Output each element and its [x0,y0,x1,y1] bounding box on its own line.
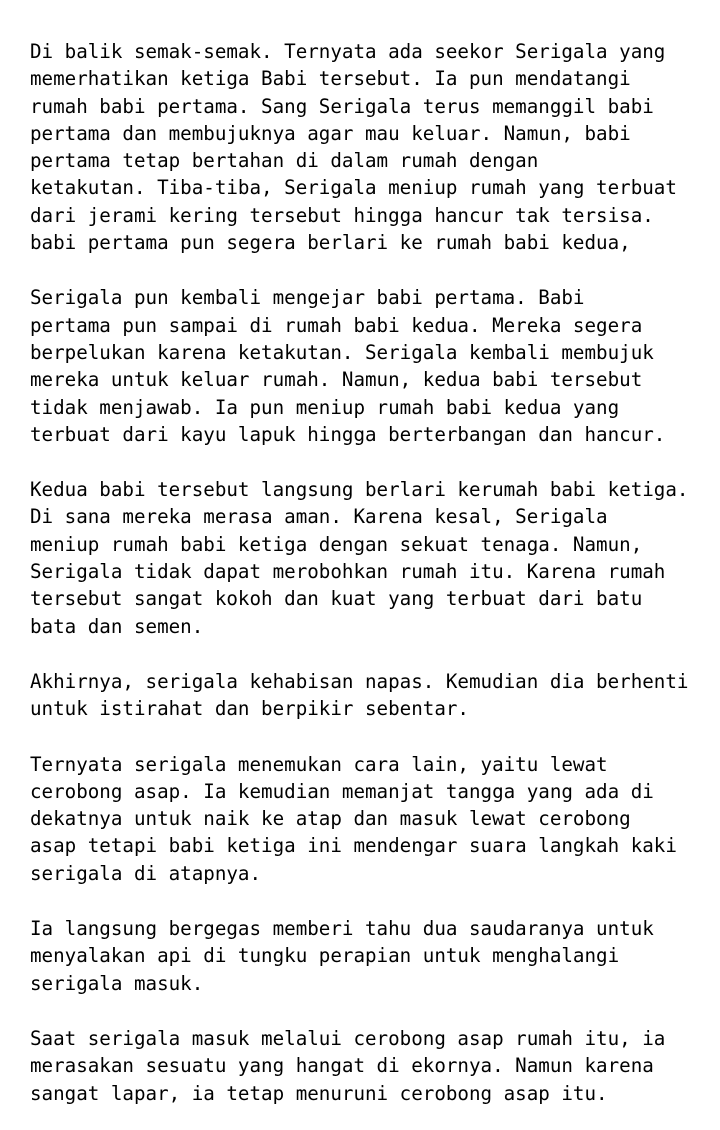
paragraph-5 [30,751,700,887]
text-line: merasakan sesuatu yang hangat di ekornya. Namun karena [30,1054,654,1078]
text-line: memerhatikan ketiga Babi tersebut. Ia pun mendatangi [30,67,631,91]
paragraph-2 [30,284,700,448]
text-line: berpelukan karena ketakutan. Serigala kembali membujuk [30,340,654,364]
text-line: dari jerami kering tersebut hingga hancur tak tersisa. [30,203,654,227]
text-line: Ia langsung bergegas memberi tahu dua saudaranya untuk [30,917,654,941]
text-line: tidak menjawab. Ia pun meniup rumah babi kedua yang [30,395,620,419]
paragraph-3 [30,476,700,640]
text-line: menyalakan api di tungku perapian untuk menghalangi [30,944,620,968]
text-line: Kedua babi tersebut langsung berlari kerumah babi ketiga. [30,478,689,502]
text-line: sangat lapar, ia tetap menuruni cerobong asap itu. [30,1081,608,1105]
paragraph-6 [30,915,700,997]
text-line: tersebut sangat kokoh dan kuat yang terbuat dari batu [30,587,643,611]
text-line: ketakutan. Tiba-tiba, Serigala meniup rumah yang terbuat [30,176,677,200]
paragraph-4 [30,668,700,723]
text-line: Serigala pun kembali mengejar babi pertama. Babi [30,286,585,310]
text-line: asap tetapi babi ketiga ini mendengar suara langkah kaki [30,834,677,858]
text-line: Ternyata serigala menemukan cara lain, yaitu lewat [30,752,608,776]
text-line: cerobong asap. Ia kemudian memanjat tangga yang ada di [30,779,654,803]
text-line: Saat serigala masuk melalui cerobong asap rumah itu, ia [30,1026,666,1050]
paragraph-1 [30,38,700,256]
paragraph-7 [30,1025,700,1107]
text-line: bata dan semen. [30,614,204,638]
text-line: mereka untuk keluar rumah. Namun, kedua babi tersebut [30,368,643,392]
text-line: terbuat dari kayu lapuk hingga berterbangan dan hancur. [30,422,666,446]
text-line: rumah babi pertama. Sang Serigala terus memanggil babi [30,94,654,118]
text-line: Akhirnya, serigala kehabisan napas. Kemudian dia berhenti [30,669,689,693]
text-line: Di sana mereka merasa aman. Karena kesal, Serigala [30,505,608,529]
text-line: serigala masuk. [30,971,204,995]
text-line: Serigala tidak dapat merobohkan rumah itu. Karena rumah [30,560,666,584]
text-line: pertama dan membujuknya agar mau keluar. Namun, babi [30,121,631,145]
text-line: babi pertama pun segera berlari ke rumah babi kedua, [30,231,631,255]
text-line: pertama pun sampai di rumah babi kedua. Mereka segera [30,313,643,337]
text-line: serigala di atapnya. [30,861,262,885]
text-line: pertama tetap bertahan di dalam rumah dengan [30,149,539,173]
text-line: Di balik semak-semak. Ternyata ada seekor Serigala yang [30,40,666,63]
text-line: dekatnya untuk naik ke atap dan masuk lewat cerobong [30,807,631,831]
text-line: untuk istirahat dan berpikir sebentar. [30,697,469,721]
text-line: meniup rumah babi ketiga dengan sekuat tenaga. Namun, [30,532,643,556]
